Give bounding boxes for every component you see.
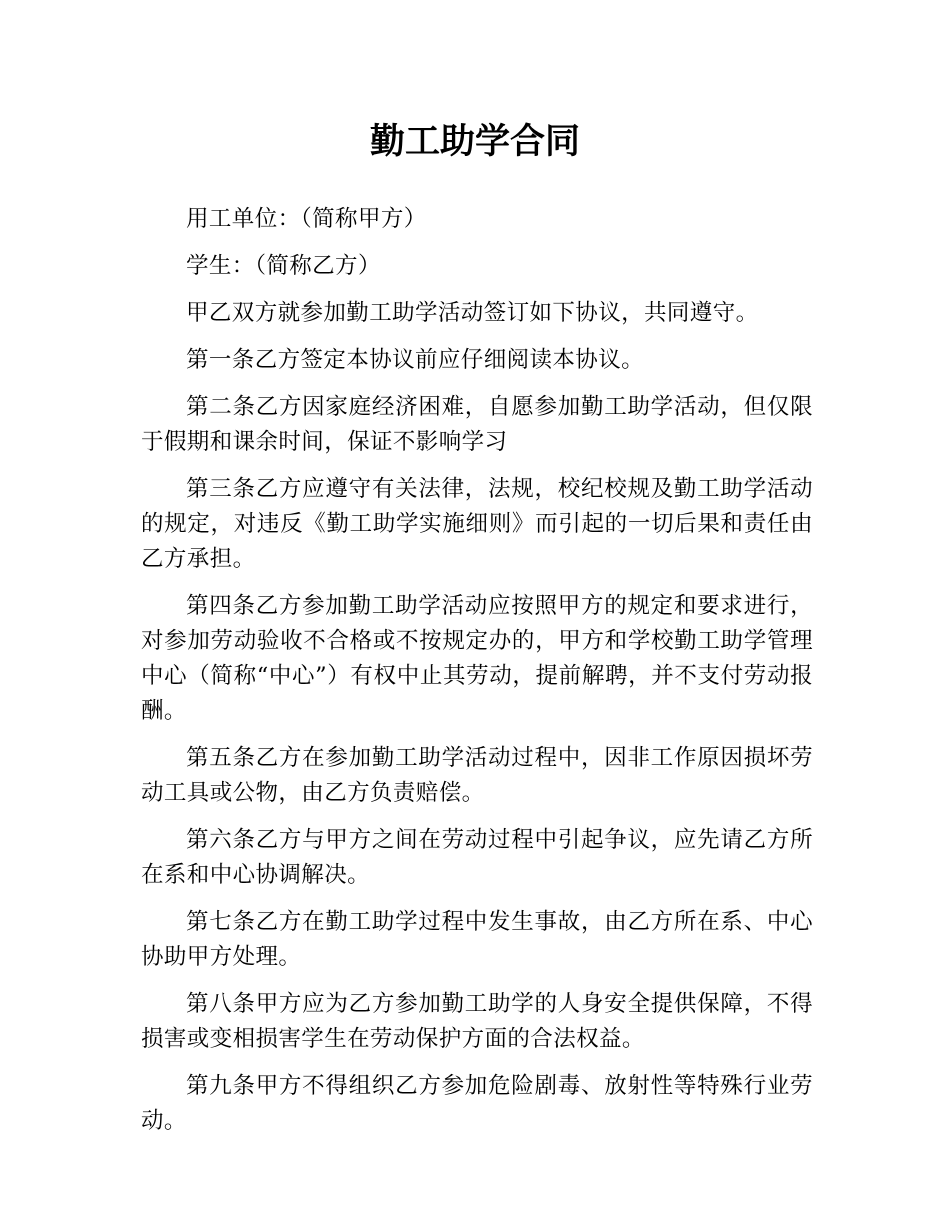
- article-3: 第三条乙方应遵守有关法律，法规，校纪校规及勤工助学活动的规定，对违反《勤工助学实施细则》而引起的一切后果和责任由乙方承担。: [141, 476, 813, 572]
- article-4: 第四条乙方参加勤工助学活动应按照甲方的规定和要求进行，对参加劳动验收不合格或不按规定办的，甲方和学校勤工助学管理中心（简称“中心”）有权中止其劳动，提前解聘，并不支付劳动报酬。: [141, 593, 813, 724]
- article-9: 第九条甲方不得组织乙方参加危险剧毒、放射性等特殊行业劳动。: [141, 1073, 813, 1134]
- paragraph-employer: 用工单位：（简称甲方）: [186, 206, 427, 232]
- article-5: 第五条乙方在参加勤工助学活动过程中，因非工作原因损坏劳动工具或公物，由乙方负责赔偿。: [141, 745, 813, 806]
- article-1: 第一条乙方签定本协议前应仔细阅读本协议。: [186, 347, 645, 373]
- article-7: 第七条乙方在勤工助学过程中发生事故，由乙方所在系、中心协助甲方处理。: [141, 909, 813, 970]
- article-6: 第六条乙方与甲方之间在劳动过程中引起争议，应先请乙方所在系和中心协调解决。: [141, 827, 813, 888]
- paragraph-agreement: 甲乙双方就参加勤工助学活动签订如下协议，共同遵守。: [186, 300, 759, 326]
- article-8: 第八条甲方应为乙方参加勤工助学的人身安全提供保障，不得损害或变相损害学生在劳动保护方面的合法权益。: [141, 991, 813, 1052]
- document-title: 勤工助学合同: [369, 122, 580, 162]
- article-2: 第二条乙方因家庭经济困难，自愿参加勤工助学活动，但仅限于假期和课余时间，保证不影响学习: [141, 394, 813, 455]
- paragraph-student: 学生：（简称乙方）: [186, 253, 381, 279]
- document-body: [141, 202, 813, 1151]
